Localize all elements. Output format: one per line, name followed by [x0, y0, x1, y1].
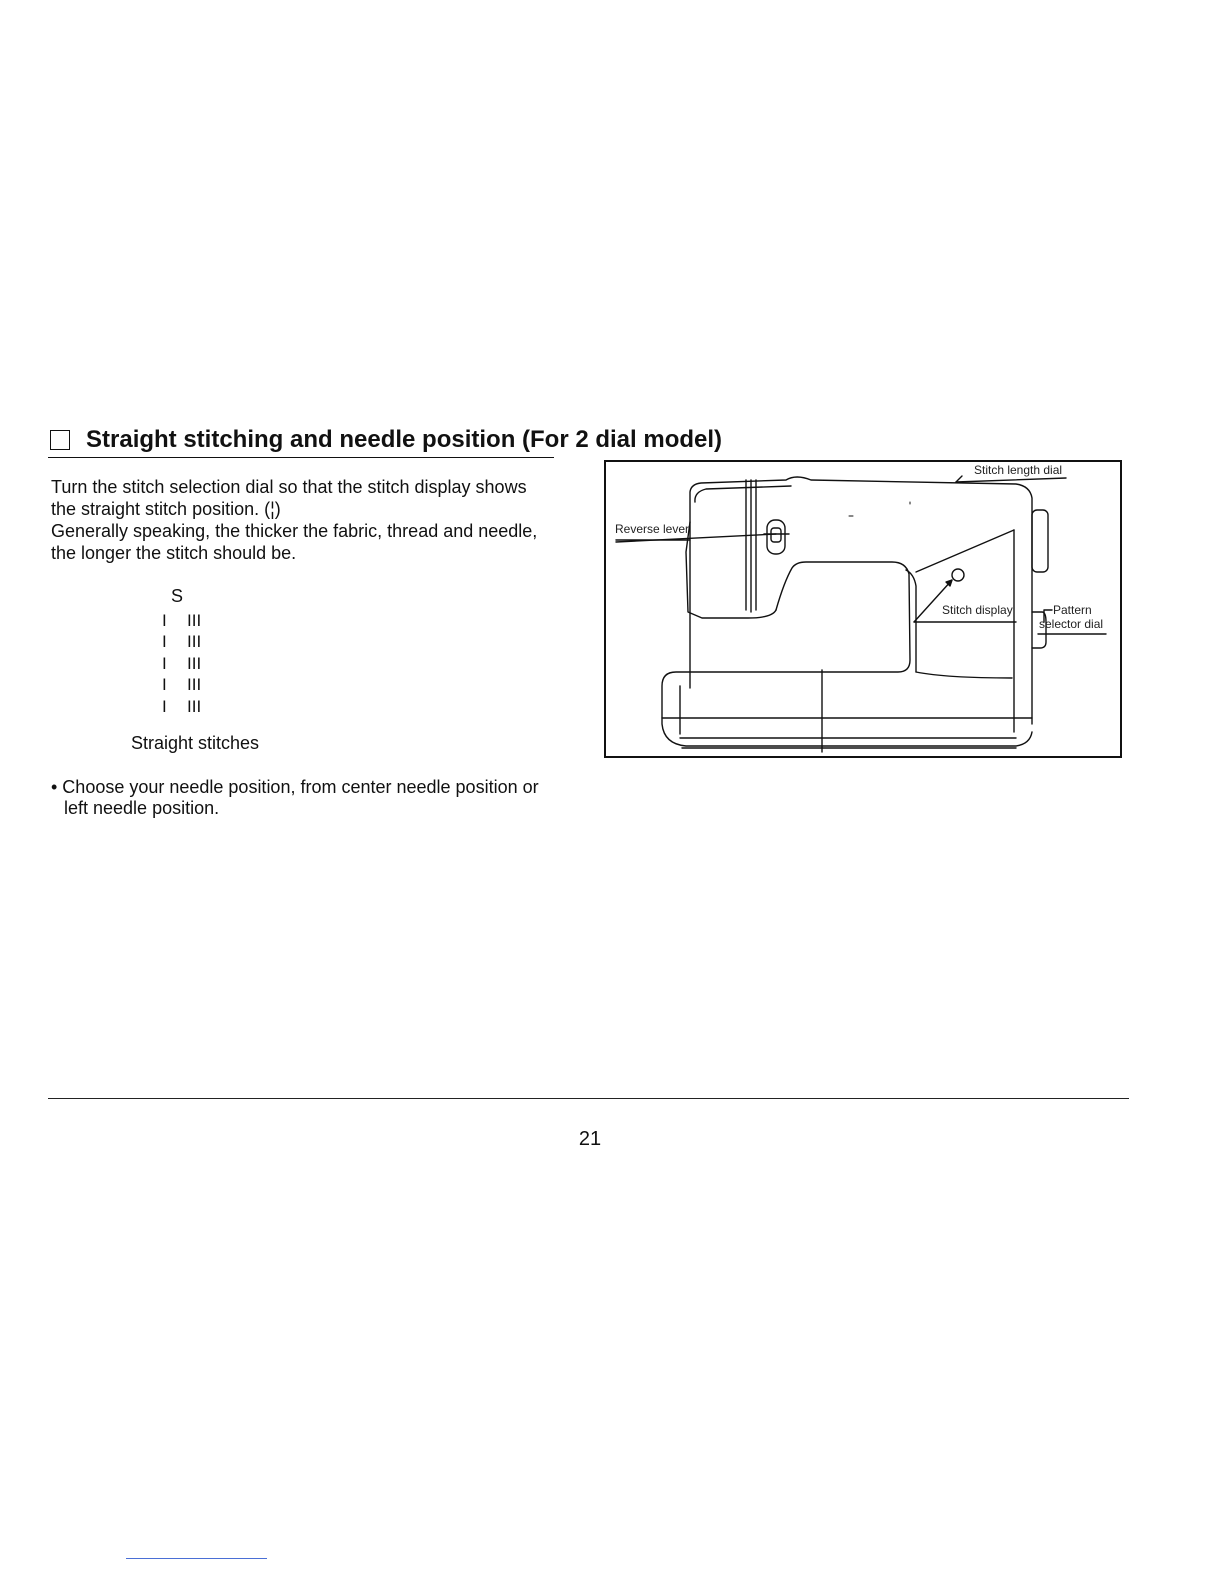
- bottom-link-line: [126, 1558, 267, 1559]
- pattern-selector-label-line2: selector dial: [1039, 617, 1104, 631]
- stitch-symbol-header: S: [171, 586, 184, 606]
- stitch-symbol-row: [150, 631, 230, 653]
- stitch-symbol-row: [150, 674, 230, 696]
- bullet-item: [51, 777, 581, 819]
- section-heading: [50, 424, 722, 456]
- section-title: Straight stitching and needle position (For 2 dial model): [86, 426, 723, 453]
- sewing-machine-figure: [604, 460, 1122, 758]
- pattern-selector-label-line1: Pattern: [1053, 603, 1092, 617]
- straight-stitch-symbol: [150, 586, 230, 717]
- stitch-caption: Straight stitches: [131, 733, 260, 753]
- stitch-display-label: Stitch display: [942, 603, 1013, 617]
- stitch-mark-left: I: [162, 653, 167, 673]
- footer-divider: [48, 1098, 1129, 1099]
- stitch-mark-right: III: [187, 610, 202, 630]
- sewing-machine-illustration: [606, 462, 1124, 760]
- bullet-line: • Choose your needle position, from center needle position or: [51, 777, 539, 797]
- stitch-mark-right: III: [187, 632, 202, 651]
- bullet-line: left needle position.: [64, 798, 220, 818]
- stitch-mark-right: III: [187, 675, 202, 694]
- stitch-mark-right: III: [187, 696, 202, 716]
- page-number: 21: [578, 1128, 602, 1150]
- stitch-symbol-row: [150, 610, 230, 632]
- stitch-mark-left: I: [162, 696, 167, 716]
- stitch-mark-left: I: [162, 610, 167, 630]
- stitch-mark-right: III: [187, 653, 202, 673]
- stitch-symbol-row: [150, 653, 230, 675]
- intro-line: Turn the stitch selection dial so that the stitch display shows: [51, 477, 527, 497]
- stitch-length-dial-label: Stitch length dial: [974, 463, 1063, 477]
- intro-line: the straight stitch position. (¦): [51, 499, 281, 519]
- stitch-mark-left: I: [162, 632, 167, 651]
- intro-line: Generally speaking, the thicker the fabric, thread and needle,: [51, 521, 538, 541]
- stitch-symbol-row: [150, 696, 230, 718]
- stitch-mark-left: I: [162, 675, 167, 694]
- reverse-lever-label: Reverse lever: [615, 522, 690, 536]
- intro-line: the longer the stitch should be.: [51, 543, 297, 563]
- intro-paragraph: [51, 476, 571, 564]
- checkbox-icon: [50, 430, 70, 450]
- heading-underline: [48, 457, 554, 458]
